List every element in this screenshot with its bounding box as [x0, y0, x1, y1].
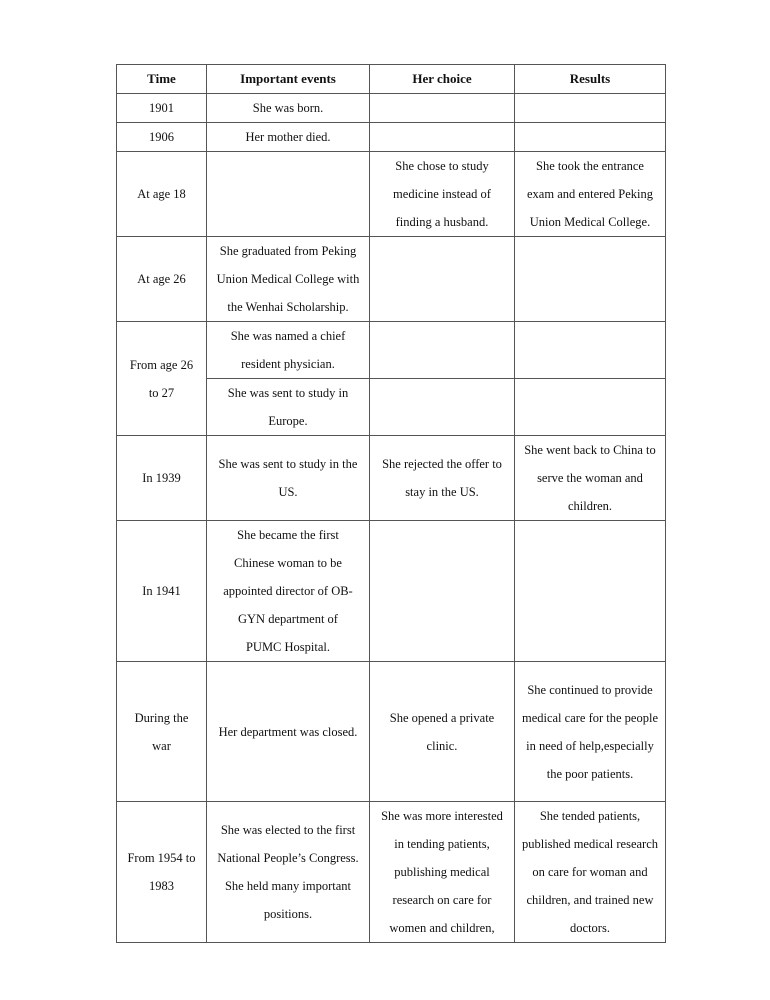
cell-result: [515, 521, 666, 662]
cell-choice: [370, 379, 515, 436]
cell-event: Her department was closed.: [207, 662, 370, 802]
cell-choice: She chose to study medicine instead of finding a husband.: [370, 152, 515, 237]
cell-time: At age 18: [117, 152, 207, 237]
cell-event: She became the first Chinese woman to be appointed director of OB-GYN department of PUMC Hospital.: [207, 521, 370, 662]
cell-choice: [370, 521, 515, 662]
cell-time: During the war: [117, 662, 207, 802]
cell-event: She was sent to study in the US.: [207, 436, 370, 521]
table-row: [117, 123, 666, 152]
header-row: [117, 65, 666, 94]
header-results: Results: [515, 65, 666, 94]
cell-choice: She was more interested in tending patients, publishing medical research on care for women and children,: [370, 802, 515, 943]
cell-event: She was elected to the first National People’s Congress. She held many important positions.: [207, 802, 370, 943]
table-row: [117, 802, 666, 943]
cell-result: She took the entrance exam and entered Peking Union Medical College.: [515, 152, 666, 237]
cell-time: In 1941: [117, 521, 207, 662]
cell-result: [515, 379, 666, 436]
header-time: Time: [117, 65, 207, 94]
table-row: [117, 152, 666, 237]
cell-event: She graduated from Peking Union Medical College with the Wenhai Scholarship.: [207, 237, 370, 322]
cell-choice: [370, 322, 515, 379]
cell-choice: [370, 237, 515, 322]
cell-choice: She rejected the offer to stay in the US.: [370, 436, 515, 521]
cell-event: She was born.: [207, 94, 370, 123]
cell-time: 1906: [117, 123, 207, 152]
cell-time: In 1939: [117, 436, 207, 521]
cell-time: From 1954 to 1983: [117, 802, 207, 943]
cell-result: She tended patients, published medical research on care for woman and children, and trained new doctors.: [515, 802, 666, 943]
cell-choice: [370, 94, 515, 123]
cell-choice: [370, 123, 515, 152]
timeline-table: [116, 64, 666, 943]
table-row: [117, 521, 666, 662]
table-row: [117, 94, 666, 123]
cell-result: [515, 322, 666, 379]
header-events: Important events: [207, 65, 370, 94]
cell-time: 1901: [117, 94, 207, 123]
cell-result: [515, 123, 666, 152]
table-row: [117, 237, 666, 322]
cell-result: She continued to provide medical care for the people in need of help,especially the poor patients.: [515, 662, 666, 802]
cell-event: She was sent to study in Europe.: [207, 379, 370, 436]
cell-result: [515, 94, 666, 123]
cell-choice: She opened a private clinic.: [370, 662, 515, 802]
cell-event: She was named a chief resident physician.: [207, 322, 370, 379]
cell-event: Her mother died.: [207, 123, 370, 152]
table-row: [117, 662, 666, 802]
table-row: [117, 322, 666, 379]
cell-time: From age 26 to 27: [117, 322, 207, 436]
table-row: [117, 436, 666, 521]
cell-event: [207, 152, 370, 237]
cell-result: She went back to China to serve the woman and children.: [515, 436, 666, 521]
cell-time: At age 26: [117, 237, 207, 322]
cell-result: [515, 237, 666, 322]
header-choice: Her choice: [370, 65, 515, 94]
